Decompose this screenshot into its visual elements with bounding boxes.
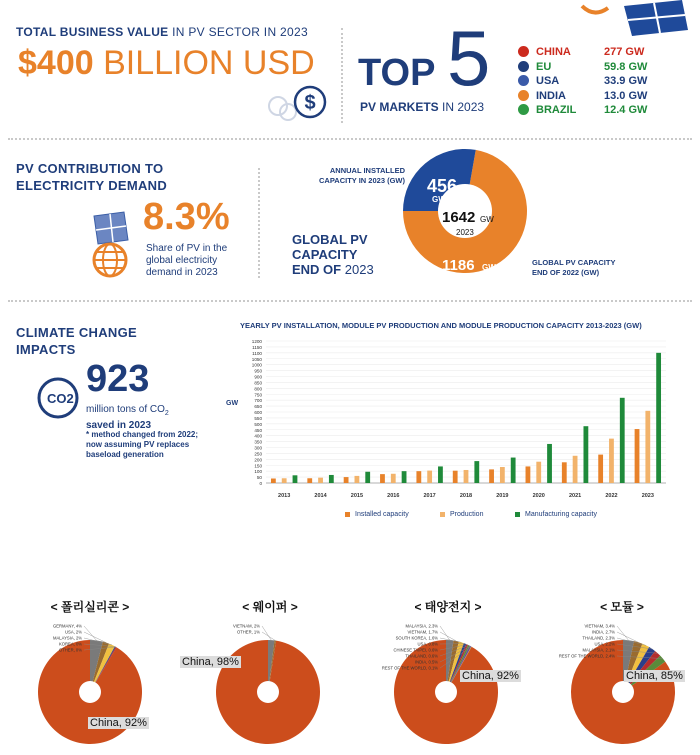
market-name: BRAZIL [536,104,577,116]
y-tick-label: 1100 [252,350,262,356]
bar-manufacturing-capacity-2016 [402,471,407,483]
legend-swatch [440,512,445,517]
market-name: EU [536,60,552,73]
bar-production-2023 [645,411,650,483]
climate-desc-sub: 2 [164,410,169,417]
market-name: USA [536,75,560,87]
market-value: 12.4 GW [604,104,648,116]
globe-solar-panel-icon [86,210,136,280]
bar-installed-capacity-2020 [526,466,531,483]
pie-slice-label: THAILAND, 2.3% [582,635,615,641]
pie-main-label: China, 92% [90,717,147,729]
pie-slice-label: CHINESE TAIPEI, 0.6% [393,647,438,653]
market-value: 13.0 GW [604,89,648,102]
pie-slice-label: USA, 2% [65,629,82,635]
pie-slice-label: REST OF THE WORLD, 0.1% [381,665,438,671]
bar-production-2018 [464,470,469,483]
solar-panel-logo-icon [572,0,692,40]
climate-title-1: CLIMATE CHANGE [16,325,137,340]
pie-main-label: China, 85% [626,670,683,682]
leader-line [84,626,96,640]
bar-installed-capacity-2017 [416,471,421,483]
climate-desc-1: million tons of CO [86,404,165,415]
pie-slice-label: USA, 2.2% [594,641,615,647]
legend-item [515,511,597,518]
business-value-number: $400 [18,44,94,82]
bar-manufacturing-capacity-2013 [293,475,298,483]
legend-item [345,511,409,518]
leader-line [617,626,629,640]
x-tick-label: 2020 [532,493,545,499]
contribution-desc-2: global electricity [146,255,218,266]
y-tick-label: 550 [254,415,262,421]
bar-manufacturing-capacity-2023 [656,353,661,483]
y-tick-label: 1150 [252,344,262,350]
y-tick-label: 1000 [251,362,262,368]
pie-hole [612,681,634,703]
y-tick-label: 1050 [251,356,262,362]
y-tick-label: 350 [254,439,262,445]
contribution-title-2: ELECTRICITY DEMAND [16,178,168,193]
pie-slice-label: OTHER, 1% [236,629,260,635]
x-tick-label: 2015 [350,493,364,499]
pie-slice-label: VIETNAM, 2% [233,623,260,629]
pie-slice-label: VIETNAM, 1.7% [407,629,438,635]
flag-icon [518,61,529,72]
y-tick-label: 600 [254,410,262,415]
bar-manufacturing-capacity-2015 [365,472,370,483]
contribution-value: 8.3% [143,196,230,238]
flag-icon [518,90,529,101]
x-tick-label: 2018 [459,493,473,499]
pie-slice-label: GERMANY, 4% [52,623,82,629]
bar-manufacturing-capacity-2017 [438,466,443,483]
capacity-title-1: GLOBAL PV [292,232,368,247]
pie-chart [198,608,338,748]
annual-value: 456 [427,176,458,196]
bar-chart-title: YEARLY PV INSTALLATION, MODULE PV PRODUCTION AND MODULE PRODUCTION CAPACITY 2013-2023 (GW) [240,321,642,330]
pie-slice-label: REST OF THE WORLD, 2.4% [558,653,615,659]
y-tick-label: 300 [254,445,262,451]
legend-label: Installed capacity [355,511,409,518]
bar-production-2019 [500,467,505,483]
pie-slice-label: INDIA, 0.5% [414,659,438,665]
bar-production-2015 [355,476,360,483]
bar-installed-capacity-2022 [598,455,603,483]
markets-bold: PV MARKETS [360,100,439,114]
total-unit: GW [480,215,494,224]
bar-production-2020 [536,462,541,483]
capacity-donut [400,146,530,276]
pv-markets-label [360,100,484,114]
x-tick-label: 2019 [496,493,509,499]
prior-value: 1186 [442,257,475,274]
bar-installed-capacity-2013 [271,479,276,483]
climate-note-3: baseload generation [86,450,164,459]
dollar-coins-icon [266,84,330,124]
capacity-title [292,232,374,277]
bar-production-2017 [427,471,432,483]
pie-slice-label: THAILAND, 0.6% [405,653,438,659]
pie-title: < 모듈 > [600,600,644,614]
x-tick-label: 2023 [641,493,654,499]
climate-desc-2: saved in 2023 [86,420,152,431]
pie-title: < 웨이퍼 > [242,600,298,614]
business-value [18,44,315,83]
top-word: TOP [358,52,436,94]
market-value: 277 GW [604,46,645,58]
bar-installed-capacity-2014 [307,478,312,483]
bar-manufacturing-capacity-2020 [547,444,552,483]
annual-installed-label [305,166,405,186]
market-value: 33.9 GW [604,75,648,87]
bar-manufacturing-capacity-2014 [329,475,334,483]
legend-label: Manufacturing capacity [525,511,597,518]
y-tick-label: 950 [254,368,262,374]
y-tick-label: 250 [254,451,262,457]
annual-label-2: CAPACITY IN 2023 (GW) [319,176,405,185]
climate-desc [86,404,169,432]
y-tick-label: 800 [254,386,262,392]
y-tick-label: 150 [254,463,262,469]
pie-title: < 폴리실리콘 > [50,600,130,614]
pie-slice-label: MALAYSIA, 2% [52,635,82,641]
bar-manufacturing-capacity-2019 [511,458,516,483]
top-number: 5 [447,14,491,102]
pie-slice-label: INDIA, 2.7% [591,629,615,635]
bar-manufacturing-capacity-2018 [474,461,479,483]
bar-installed-capacity-2018 [453,471,458,483]
total-year: 2023 [456,228,474,237]
y-tick-label: 500 [254,421,262,427]
end2022-label-2: END OF 2022 (GW) [532,268,600,277]
legend-label: Production [450,511,484,518]
bar-production-2014 [318,478,323,483]
pie-hole [257,681,279,703]
y-tick-label: 0 [259,481,262,486]
market-value: 59.8 GW [604,60,648,73]
top-markets-list [518,45,648,120]
y-tick-label: 700 [254,398,262,404]
climate-note-2: now assuming PV replaces [86,440,190,449]
bar-chart-legend [345,511,675,523]
contribution-title [16,160,167,194]
business-value-unit: BILLION USD [103,44,315,82]
svg-text:$: $ [304,92,316,114]
flag-icon [518,104,529,115]
pie-main-label: China, 92% [462,670,519,682]
pie-slice-label: USA, 0.8% [417,641,438,647]
climate-note-1: * method changed from 2022; [86,430,199,439]
bar-production-2022 [609,439,614,483]
end2022-label-1: GLOBAL PV CAPACITY [532,258,616,267]
contribution-desc-1: Share of PV in the [146,243,228,254]
pie-slice-label: MALAYSIA, 2.3% [405,623,438,629]
capacity-title-2: CAPACITY [292,247,358,262]
contribution-desc-3: demand in 2023 [146,267,218,278]
pie-hole [435,681,457,703]
bar-installed-capacity-2023 [635,429,640,483]
market-name: CHINA [536,46,571,58]
contribution-desc [146,243,227,279]
bar-installed-capacity-2019 [489,469,494,483]
market-name: INDIA [536,89,566,102]
contribution-title-1: PV CONTRIBUTION TO [16,161,164,176]
leader-line [262,632,275,641]
bar-installed-capacity-2016 [380,474,385,483]
business-title-bold: TOTAL BUSINESS VALUE [16,25,169,39]
annual-label-1: ANNUAL INSTALLED [329,166,405,175]
bar-manufacturing-capacity-2022 [620,398,625,483]
y-tick-label: 450 [254,427,262,433]
leader-line [440,626,450,640]
flag-icon [518,46,529,57]
climate-title [16,324,137,358]
y-tick-label: 850 [254,380,262,386]
legend-swatch [345,512,350,517]
bar-production-2016 [391,474,396,483]
bar-chart-ylabel: GW [226,400,239,407]
pie-slice-label: SOUTH KOREA, 1.6% [395,635,438,641]
co2-icon [36,376,80,420]
x-tick-label: 2013 [278,493,291,499]
y-tick-label: 750 [254,392,262,398]
bar-production-2013 [282,478,287,483]
y-tick-label: 650 [254,404,262,410]
x-tick-label: 2016 [387,493,400,499]
total-value: 1642 [442,209,476,226]
x-tick-label: 2014 [314,493,327,499]
x-tick-label: 2022 [605,493,618,499]
y-tick-label: 1200 [251,339,262,344]
climate-note [86,430,198,460]
end2022-label [532,258,615,278]
pie-title: < 태양전지 > [414,600,482,614]
y-tick-label: 50 [256,475,262,481]
y-tick-label: 100 [254,469,262,475]
bar-installed-capacity-2015 [344,477,349,483]
co2-icon-text: CO2 [47,391,74,406]
x-tick-label: 2017 [423,493,436,499]
prior-unit: GW [482,263,496,272]
legend-swatch [515,512,520,517]
pie-slice-label: KOREA, 0% [58,641,82,647]
y-tick-label: 900 [254,374,262,380]
business-title-light: IN PV SECTOR IN 2023 [172,25,308,39]
capacity-title-3-bold: END OF [292,262,342,277]
capacity-title-3-light: 2023 [344,262,374,277]
y-tick-label: 400 [254,433,262,439]
pie-slice-label: OTHER, 0% [58,647,82,653]
markets-light: IN 2023 [442,100,485,114]
climate-title-2: IMPACTS [16,342,76,357]
flag-icon [518,75,529,86]
bar-installed-capacity-2021 [562,462,567,483]
legend-item [440,511,483,518]
bar-manufacturing-capacity-2021 [583,426,588,483]
pie-slice-label: VIETNAM, 3.4% [584,623,615,629]
x-tick-label: 2021 [568,493,582,499]
bar-chart [236,335,676,505]
bar-production-2021 [573,456,578,483]
y-tick-label: 200 [254,457,262,463]
business-value-title [16,25,308,39]
annual-unit: GW [432,195,446,204]
climate-value: 923 [86,358,150,400]
pie-slice-label: MALAYSIA, 2.1% [582,647,615,653]
pie-main-label: China, 98% [182,656,239,668]
pie-hole [79,681,101,703]
